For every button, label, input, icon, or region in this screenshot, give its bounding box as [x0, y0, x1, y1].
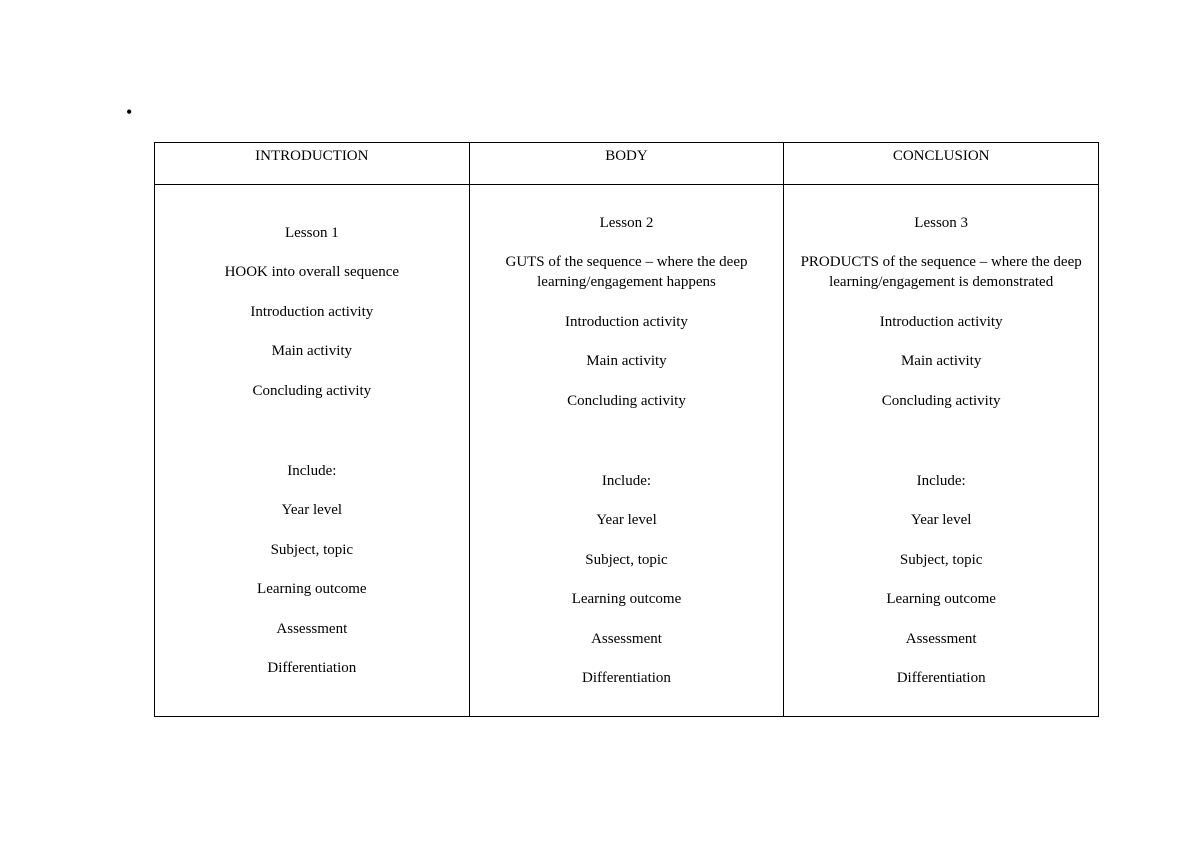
conclusion-cell: [784, 185, 1099, 717]
lesson-description: HOOK into overall sequence: [224, 264, 400, 281]
spacer: [784, 431, 1098, 471]
include-item: Differentiation: [896, 670, 986, 687]
body-cell: [469, 185, 784, 717]
include-item: Learning outcome: [886, 591, 996, 608]
include-item: Year level: [910, 512, 972, 529]
lesson-title: Lesson 2: [599, 214, 654, 231]
spacer: [470, 431, 784, 471]
body-content: [470, 213, 784, 689]
lesson-title: Lesson 1: [284, 224, 339, 241]
include-item: Subject, topic: [270, 541, 354, 558]
header-conclusion: CONCLUSION: [784, 143, 1099, 185]
activity-item: Main activity: [586, 353, 667, 370]
include-item: Learning outcome: [257, 581, 367, 598]
table-content-row: [155, 185, 1099, 717]
include-item: Subject, topic: [899, 551, 983, 568]
lesson-description: GUTS of the sequence – where the deep learning/engagement happens: [505, 254, 748, 291]
activity-item: Concluding activity: [567, 392, 686, 409]
activity-item: Concluding activity: [252, 382, 372, 399]
activity-item: Introduction activity: [879, 313, 1003, 330]
activity-item: Introduction activity: [250, 303, 374, 320]
activity-item: Introduction activity: [565, 313, 688, 330]
spacer: [155, 421, 469, 461]
activity-item: Main activity: [900, 353, 982, 370]
introduction-cell: [155, 185, 470, 717]
include-item: Differentiation: [267, 660, 357, 677]
table-header-row: [155, 143, 1099, 185]
include-label: Include:: [601, 472, 652, 489]
lesson-description: PRODUCTS of the sequence – where the deep learning/engagement is demonstrated: [800, 254, 1082, 291]
include-item: Subject, topic: [585, 551, 668, 568]
introduction-content: [155, 223, 469, 679]
include-item: Year level: [281, 502, 343, 519]
include-item: Year level: [596, 512, 657, 529]
include-item: Learning outcome: [571, 591, 682, 608]
include-item: Assessment: [905, 630, 977, 647]
list-bullet: •: [126, 102, 133, 122]
activity-item: Main activity: [271, 343, 353, 360]
activity-item: Concluding activity: [881, 392, 1001, 409]
include-label: Include:: [916, 472, 966, 489]
header-body: BODY: [469, 143, 784, 185]
conclusion-content: [784, 213, 1098, 689]
include-item: Assessment: [276, 620, 348, 637]
include-item: Differentiation: [582, 670, 671, 687]
include-label: Include:: [287, 462, 337, 479]
lesson-sequence-table: [154, 142, 1099, 717]
lesson-title: Lesson 3: [914, 214, 969, 231]
include-item: Assessment: [591, 630, 662, 647]
header-introduction: INTRODUCTION: [155, 143, 470, 185]
